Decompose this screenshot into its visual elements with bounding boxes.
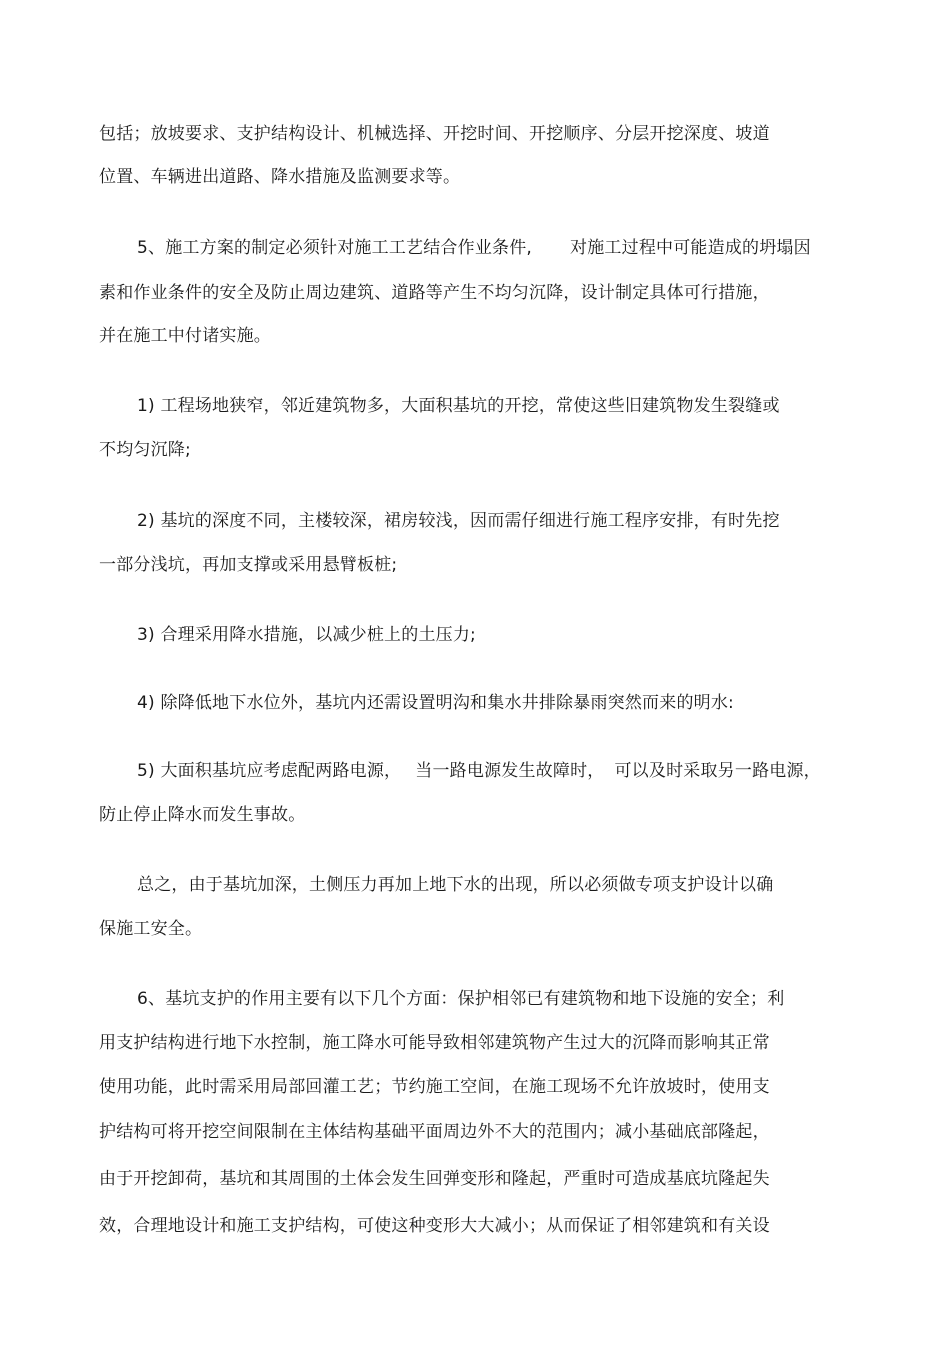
paragraph-6-line-6: 效，合理地设计和施工支护结构，可使这种变形大大减小；从而保证了相邻建筑和有关设 bbox=[99, 1216, 770, 1236]
paragraph-6-line-3: 使用功能，此时需采用局部回灌工艺；节约施工空间，在施工现场不允许放坡时，使用支 bbox=[99, 1077, 770, 1097]
item-2-line-1: 2) 基坑的深度不同，主楼较深，裙房较浅，因而需仔细进行施工程序安排，有时先挖 bbox=[137, 511, 780, 531]
item-5-line-1 bbox=[137, 761, 821, 781]
item-1-line-2: 不均匀沉降; bbox=[99, 440, 191, 460]
paragraph-5-line-1 bbox=[137, 238, 811, 258]
paragraph-6-line-2: 用支护结构进行地下水控制，施工降水可能导致相邻建筑物产生过大的沉降而影响其正常 bbox=[99, 1033, 770, 1053]
paragraph-intro-line-2: 位置、车辆进出道路、降水措施及监测要求等。 bbox=[99, 167, 461, 187]
paragraph-5-line-3: 并在施工中付诸实施。 bbox=[99, 326, 271, 346]
paragraph-6-line-1: 6、基坑支护的作用主要有以下几个方面：保护相邻已有建筑物和地下设施的安全；利 bbox=[137, 989, 785, 1009]
paragraph-5-line-2: 素和作业条件的安全及防止周边建筑、道路等产生不均匀沉降，设计制定具体可行措施， bbox=[99, 283, 770, 303]
paragraph-6-line-5: 由于开挖卸荷，基坑和其周围的土体会发生回弹变形和隆起，严重时可造成基底坑隆起失 bbox=[99, 1169, 770, 1189]
item-1-line-1: 1) 工程场地狭窄，邻近建筑物多，大面积基坑的开挖，常使这些旧建筑物发生裂缝或 bbox=[137, 396, 780, 416]
item-5-line-2: 防止停止降水而发生事故。 bbox=[99, 805, 306, 825]
item-5-line-1-part-a: 5) 大面积基坑应考虑配两路电源， bbox=[137, 761, 402, 781]
summary-line-1: 总之，由于基坑加深，土侧压力再加上地下水的出现，所以必须做专项支护设计以确 bbox=[137, 875, 774, 895]
paragraph-5-line-1-part-b: 对施工过程中可能造成的坍塌因 bbox=[570, 238, 811, 258]
summary-line-2: 保施工安全。 bbox=[99, 919, 203, 939]
item-4-line-1: 4) 除降低地下水位外，基坑内还需设置明沟和集水井排除暴雨突然而来的明水: bbox=[137, 693, 734, 713]
paragraph-5-line-1-part-a: 5、施工方案的制定必须针对施工工艺结合作业条件, bbox=[137, 238, 533, 258]
paragraph-intro-line-1: 包括；放坡要求、支护结构设计、机械选择、开挖时间、开挖顺序、分层开挖深度、坡道 bbox=[99, 124, 770, 144]
item-2-line-2: 一部分浅坑，再加支撑或采用悬臂板桩; bbox=[99, 555, 398, 575]
item-5-line-1-part-c: 可以及时采取另一路电源， bbox=[614, 761, 821, 781]
item-5-line-1-part-b: 当一路电源发生故障时， bbox=[415, 761, 605, 781]
paragraph-6-line-4: 护结构可将开挖空间限制在主体结构基础平面周边外不大的范围内；减小基础底部隆起， bbox=[99, 1122, 770, 1142]
item-3-line-1: 3) 合理采用降水措施，以减少桩上的土压力; bbox=[137, 625, 476, 645]
